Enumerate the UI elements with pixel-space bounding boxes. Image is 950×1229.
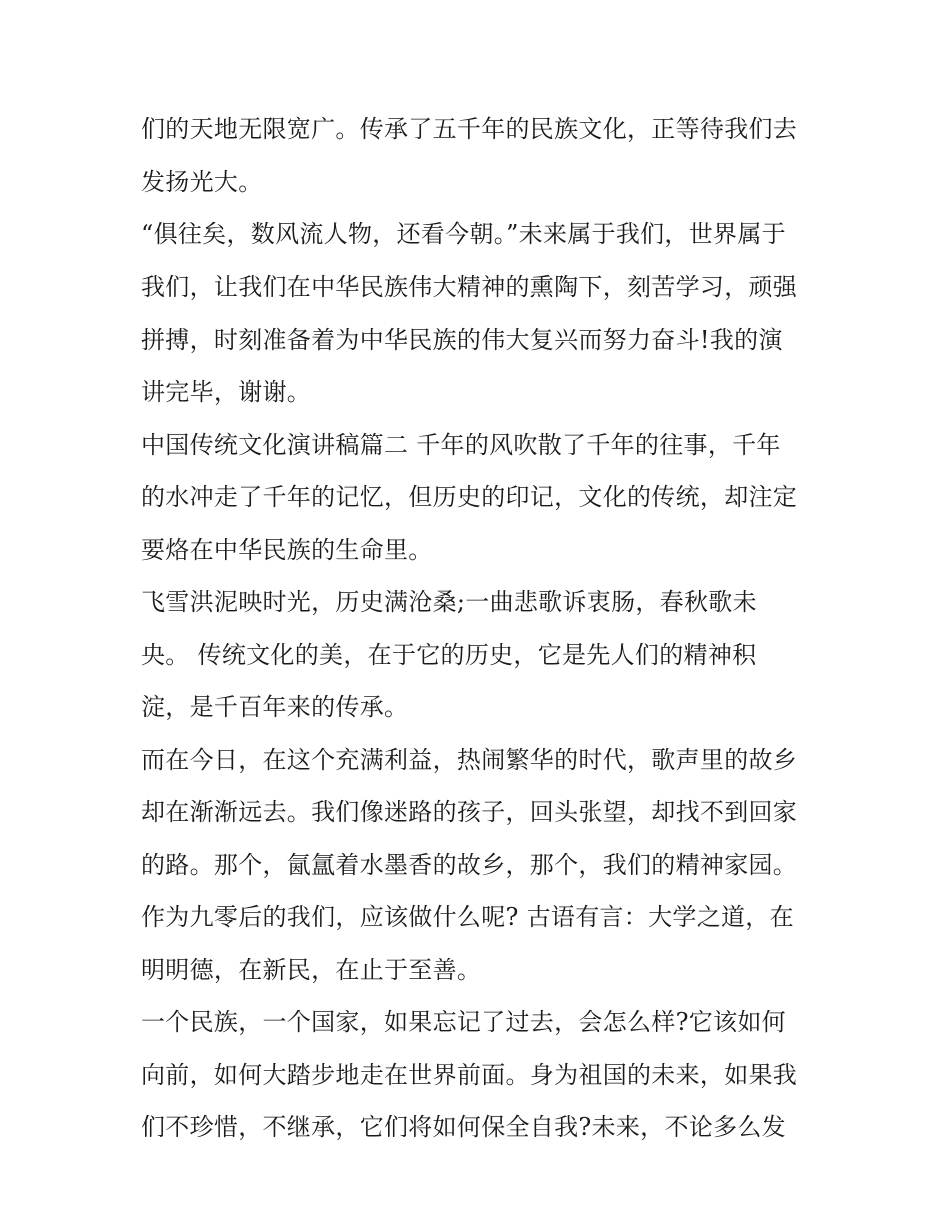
text-line: 明明德，在新民，在止于至善。 xyxy=(141,956,482,984)
text-line: 飞雪洪泥映时光，历史满沧桑;一曲悲歌诉衷肠，春秋歌未 xyxy=(141,588,757,616)
text-line: 作为九零后的我们，应该做什么呢? 古语有言：大学之道，在 xyxy=(141,903,794,931)
text-line: 要烙在中华民族的生命里。 xyxy=(141,536,433,564)
text-line: 发扬光大。 xyxy=(141,168,263,196)
text-line: 们的天地无限宽广。传承了五千年的民族文化，正等待我们去 xyxy=(141,115,798,143)
text-line: 一个民族，一个国家，如果忘记了过去，会怎么样?它该如何 xyxy=(141,1008,786,1036)
text-line: 却在渐渐远去。我们像迷路的孩子，回头张望，却找不到回家 xyxy=(141,798,798,826)
text-line: 央。 传统文化的美，在于它的历史，它是先人们的精神积 xyxy=(141,641,757,669)
text-line: 拼搏，时刻准备着为中华民族的伟大复兴而努力奋斗!我的演 xyxy=(141,326,783,354)
text-line: 而在今日，在这个充满利益，热闹繁华的时代，歌声里的故乡 xyxy=(141,746,798,774)
text-line: “俱往矣，数风流人物，还看今朝。”未来属于我们，世界属于 xyxy=(141,220,786,248)
text-line: 中国传统文化演讲稿篇二 千年的风吹散了千年的往事，千年 xyxy=(141,431,781,459)
text-line: 我们，让我们在中华民族伟大精神的熏陶下，刻苦学习，顽强 xyxy=(141,273,798,301)
text-line: 的路。那个，氤氲着水墨香的故乡，那个，我们的精神家园。 xyxy=(141,851,798,879)
text-line: 们不珍惜，不继承，它们将如何保全自我?未来，不论多么发 xyxy=(141,1113,786,1141)
text-line: 的水冲走了千年的记忆，但历史的印记，文化的传统，却注定 xyxy=(141,483,798,511)
text-line: 淀，是千百年来的传承。 xyxy=(141,693,409,721)
text-line: 向前，如何大踏步地走在世界前面。身为祖国的未来，如果我 xyxy=(141,1061,798,1089)
text-line: 讲完毕，谢谢。 xyxy=(141,378,312,406)
